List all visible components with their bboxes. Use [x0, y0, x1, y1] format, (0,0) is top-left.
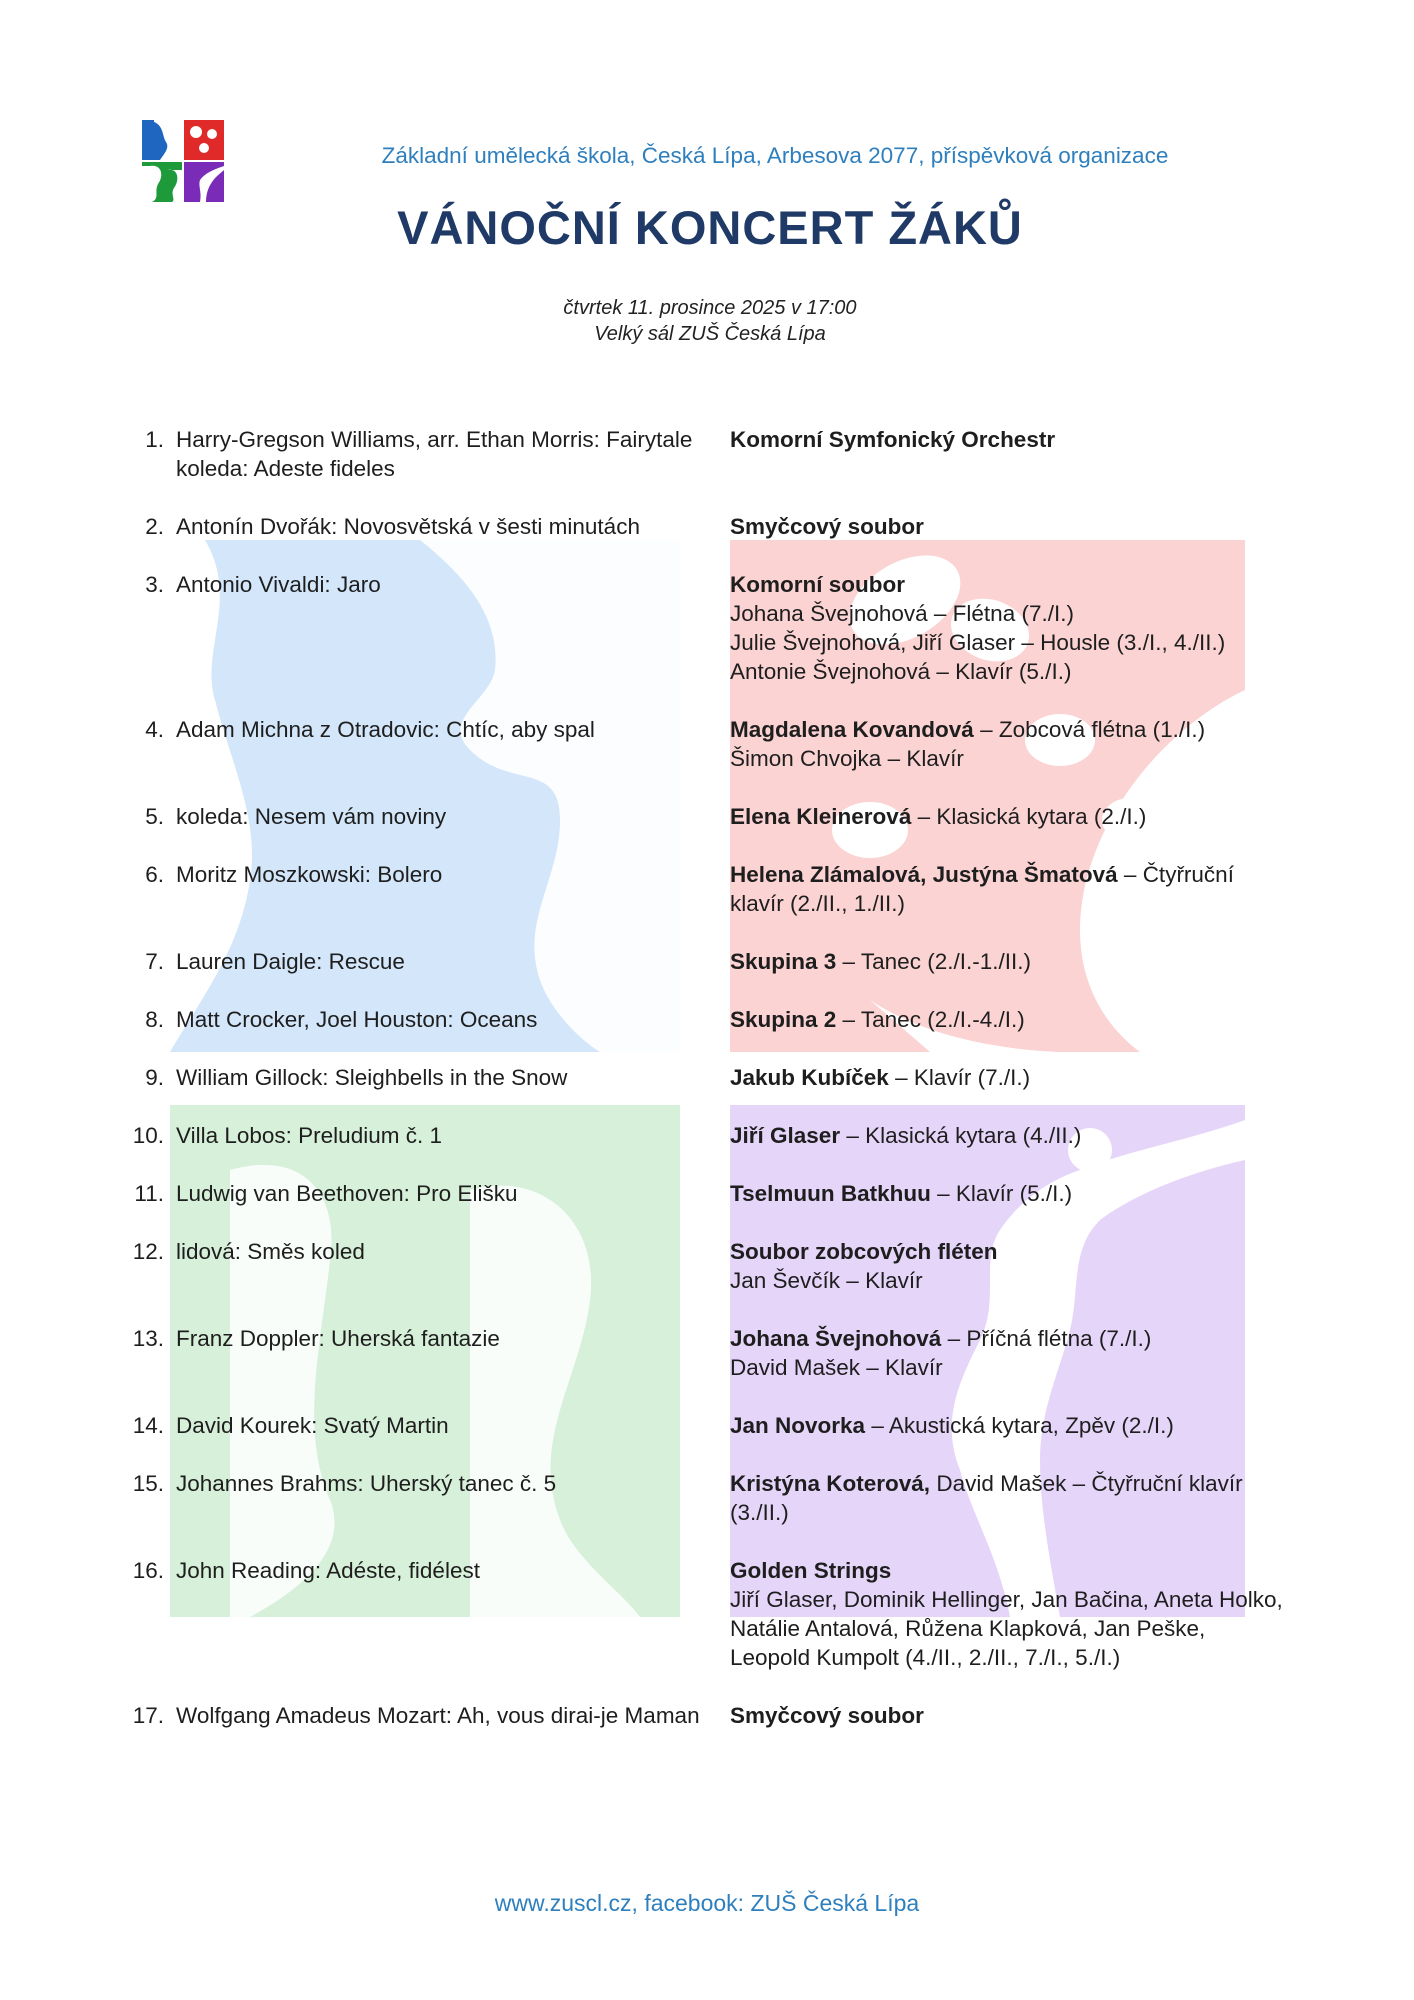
- performer-line: [730, 1469, 1290, 1527]
- performer-detail: David Mašek – Klavír: [730, 1355, 943, 1380]
- piece-line: John Reading: Adéste, fidélest: [176, 1558, 480, 1583]
- performer-detail: – Zobcová flétna (1./I.): [973, 717, 1206, 742]
- program-item-piece: [176, 1063, 730, 1092]
- performer-line: [730, 1701, 1290, 1730]
- program-item-piece: [176, 1411, 730, 1440]
- program-item-piece: [176, 425, 730, 483]
- page-title: VÁNOČNÍ KONCERT ŽÁKŮ: [397, 201, 1023, 254]
- performer-detail: David Mašek – Čtyřruční klavír (3./II.): [730, 1471, 1243, 1525]
- performer-name: Komorní Symfonický Orchestr: [730, 427, 1056, 452]
- piece-line: Ludwig van Beethoven: Pro Elišku: [176, 1181, 518, 1206]
- performer-line: [730, 1005, 1290, 1034]
- performer-detail: Jan Ševčík – Klavír: [730, 1268, 923, 1293]
- performer-name: Kristýna Koterová,: [730, 1471, 931, 1496]
- program-item: [118, 570, 1298, 686]
- program-item-piece: [176, 570, 730, 686]
- concert-venue: Velký sál ZUŠ Česká Lípa: [594, 323, 826, 345]
- piece-line: Matt Crocker, Joel Houston: Oceans: [176, 1007, 538, 1032]
- performer-line: [730, 1324, 1290, 1353]
- piece-line: Antonín Dvořák: Novosvětská v šesti minutách: [176, 514, 640, 539]
- performer-detail: – Klavír (5./I.): [930, 1181, 1073, 1206]
- piece-line: koleda: Adeste fideles: [176, 456, 395, 481]
- program-item-number: 11.: [134, 1181, 164, 1206]
- performer-line: [730, 512, 1290, 541]
- performer-detail: Šimon Chvojka – Klavír: [730, 746, 964, 771]
- program-item-piece: [176, 1324, 730, 1382]
- performer-name: Magdalena Kovandová: [730, 717, 974, 742]
- performer-line: [730, 1556, 1290, 1585]
- performer-line: [730, 570, 1290, 599]
- program-item-piece: [176, 1121, 730, 1150]
- performer-detail: – Čtyřruční klavír (2./II., 1./II.): [730, 862, 1234, 916]
- program-item-number: 12.: [132, 1239, 164, 1264]
- performer-name: Johana Švejnohová: [730, 1326, 942, 1351]
- performer-line: [730, 1179, 1290, 1208]
- program-item: [118, 1237, 1298, 1295]
- performer-name: Skupina 3: [730, 949, 837, 974]
- program-item: [118, 947, 1298, 976]
- performer-line: [730, 744, 1290, 773]
- performer-detail: Julie Švejnohová, Jiří Glaser – Housle (3./I., 4./II.): [730, 630, 1226, 655]
- program-item-performers: [730, 1179, 1290, 1208]
- performer-line: [730, 599, 1290, 628]
- program-item: [118, 512, 1298, 541]
- program-item-performers: [730, 1556, 1290, 1672]
- performer-detail: – Tanec (2./I.-1./II.): [836, 949, 1031, 974]
- performer-name: Tselmuun Batkhuu: [730, 1181, 931, 1206]
- performer-detail: – Klasická kytara (4./II.): [840, 1123, 1082, 1148]
- program-item-performers: [730, 1324, 1290, 1382]
- performer-line: [730, 1121, 1290, 1150]
- program-item-number: 8.: [145, 1007, 164, 1032]
- program-item-number: 4.: [145, 717, 164, 742]
- program-item: [118, 1324, 1298, 1382]
- performer-name: Smyčcový soubor: [730, 1703, 924, 1728]
- program-item: [118, 1701, 1298, 1730]
- performer-name: Jan Novorka: [730, 1413, 866, 1438]
- piece-line: Antonio Vivaldi: Jaro: [176, 572, 381, 597]
- performer-line: [730, 1353, 1290, 1382]
- program-item-piece: [176, 1701, 730, 1730]
- program-item-performers: [730, 860, 1290, 918]
- program-item: [118, 860, 1298, 918]
- piece-line: Lauren Daigle: Rescue: [176, 949, 405, 974]
- program-item-number: 10.: [132, 1123, 164, 1148]
- performer-line: [730, 1585, 1290, 1672]
- program-item-performers: [730, 1701, 1290, 1730]
- performer-name: Skupina 2: [730, 1007, 837, 1032]
- piece-line: William Gillock: Sleighbells in the Snow: [176, 1065, 568, 1090]
- program-list: [118, 425, 1298, 1759]
- program-item-performers: [730, 1411, 1290, 1440]
- program-item-performers: [730, 1121, 1290, 1150]
- program-item-performers: [730, 802, 1290, 831]
- performer-name: Jiří Glaser: [730, 1123, 841, 1148]
- program-item-number: 14.: [132, 1413, 164, 1438]
- performer-detail: Antonie Švejnohová – Klavír (5./I.): [730, 659, 1072, 684]
- program-item-number: 7.: [145, 949, 164, 974]
- performer-line: [730, 628, 1290, 657]
- performer-detail: – Klavír (7./I.): [888, 1065, 1031, 1090]
- program-item-number: 3.: [145, 572, 164, 597]
- performer-line: [730, 425, 1290, 454]
- program-item-piece: [176, 1469, 730, 1527]
- piece-line: Adam Michna z Otradovic: Chtíc, aby spal: [176, 717, 595, 742]
- piece-line: koleda: Nesem vám noviny: [176, 804, 447, 829]
- program-item: [118, 1063, 1298, 1092]
- performer-line: [730, 657, 1290, 686]
- program-item: [118, 1556, 1298, 1672]
- performer-detail: Johana Švejnohová – Flétna (7./I.): [730, 601, 1074, 626]
- performer-line: [730, 1237, 1290, 1266]
- performer-detail: – Příčná flétna (7./I.): [941, 1326, 1152, 1351]
- program-item-piece: [176, 1556, 730, 1672]
- program-item: [118, 1411, 1298, 1440]
- performer-detail: – Klasická kytara (2./I.): [911, 804, 1147, 829]
- footer-links: www.zuscl.cz, facebook: ZUŠ Česká Lípa: [494, 1890, 920, 1916]
- program-item-piece: [176, 1179, 730, 1208]
- piece-line: Moritz Moszkowski: Bolero: [176, 862, 443, 887]
- program-item-performers: [730, 1063, 1290, 1092]
- zus-art-school-logo-icon: [142, 120, 224, 202]
- performer-name: Soubor zobcových fléten: [730, 1239, 998, 1264]
- performer-detail: – Akustická kytara, Zpěv (2./I.): [865, 1413, 1174, 1438]
- program-item-number: 5.: [145, 804, 164, 829]
- performer-detail: Jiří Glaser, Dominik Hellinger, Jan Bačina, Aneta Holko, Natálie Antalová, Růžena Klapková, Jan Peške, Leopold Kumpolt (4./II., 2./II., 7./I., 5./I.): [730, 1587, 1283, 1670]
- piece-line: Johannes Brahms: Uherský tanec č. 5: [176, 1471, 557, 1496]
- program-item-number: 9.: [145, 1065, 164, 1090]
- program-item: [118, 1121, 1298, 1150]
- program-item: [118, 802, 1298, 831]
- program-item-performers: [730, 1469, 1290, 1527]
- performer-line: [730, 1411, 1290, 1440]
- program-item-number: 15.: [132, 1471, 164, 1496]
- program-item-number: 1.: [145, 427, 164, 452]
- performer-name: Elena Kleinerová: [730, 804, 912, 829]
- performer-name: Golden Strings: [730, 1558, 892, 1583]
- performer-line: [730, 715, 1290, 744]
- program-item-performers: [730, 1237, 1290, 1295]
- piece-line: David Kourek: Svatý Martin: [176, 1413, 449, 1438]
- program-item-piece: [176, 860, 730, 918]
- performer-line: [730, 1063, 1290, 1092]
- program-item: [118, 1179, 1298, 1208]
- program-item-number: 17.: [132, 1703, 164, 1728]
- program-item: [118, 715, 1298, 773]
- performer-name: Komorní soubor: [730, 572, 905, 597]
- program-item-performers: [730, 425, 1290, 483]
- concert-date-time: čtvrtek 11. prosince 2025 v 17:00: [563, 297, 857, 319]
- program-item: [118, 1005, 1298, 1034]
- piece-line: Harry-Gregson Williams, arr. Ethan Morris: Fairytale: [176, 427, 693, 452]
- program-item-piece: [176, 947, 730, 976]
- program-item-performers: [730, 1005, 1290, 1034]
- program-item-piece: [176, 512, 730, 541]
- school-name: Základní umělecká škola, Česká Lípa, Arbesova 2077, příspěvková organizace: [381, 143, 1169, 168]
- program-item-performers: [730, 715, 1290, 773]
- program-item: [118, 1469, 1298, 1527]
- piece-line: Wolfgang Amadeus Mozart: Ah, vous dirai-je Maman: [176, 1703, 700, 1728]
- performer-line: [730, 1266, 1290, 1295]
- program-item-piece: [176, 802, 730, 831]
- performer-line: [730, 860, 1290, 918]
- performer-detail: – Tanec (2./I.-4./I.): [836, 1007, 1025, 1032]
- program-item-piece: [176, 1005, 730, 1034]
- program-item-number: 2.: [145, 514, 164, 539]
- program-item-number: 6.: [145, 862, 164, 887]
- program-item-piece: [176, 1237, 730, 1295]
- piece-line: lidová: Směs koled: [176, 1239, 365, 1264]
- program-item-performers: [730, 512, 1290, 541]
- piece-line: Franz Doppler: Uherská fantazie: [176, 1326, 500, 1351]
- performer-line: [730, 947, 1290, 976]
- program-item-number: 16.: [132, 1558, 164, 1583]
- program-item-number: 13.: [132, 1326, 164, 1351]
- program-item-performers: [730, 947, 1290, 976]
- program-item: [118, 425, 1298, 483]
- performer-name: Smyčcový soubor: [730, 514, 924, 539]
- performer-name: Helena Zlámalová, Justýna Šmatová: [730, 862, 1118, 887]
- program-item-performers: [730, 570, 1290, 686]
- performer-name: Jakub Kubíček: [730, 1065, 889, 1090]
- program-item-piece: [176, 715, 730, 773]
- piece-line: Villa Lobos: Preludium č. 1: [176, 1123, 442, 1148]
- performer-line: [730, 802, 1290, 831]
